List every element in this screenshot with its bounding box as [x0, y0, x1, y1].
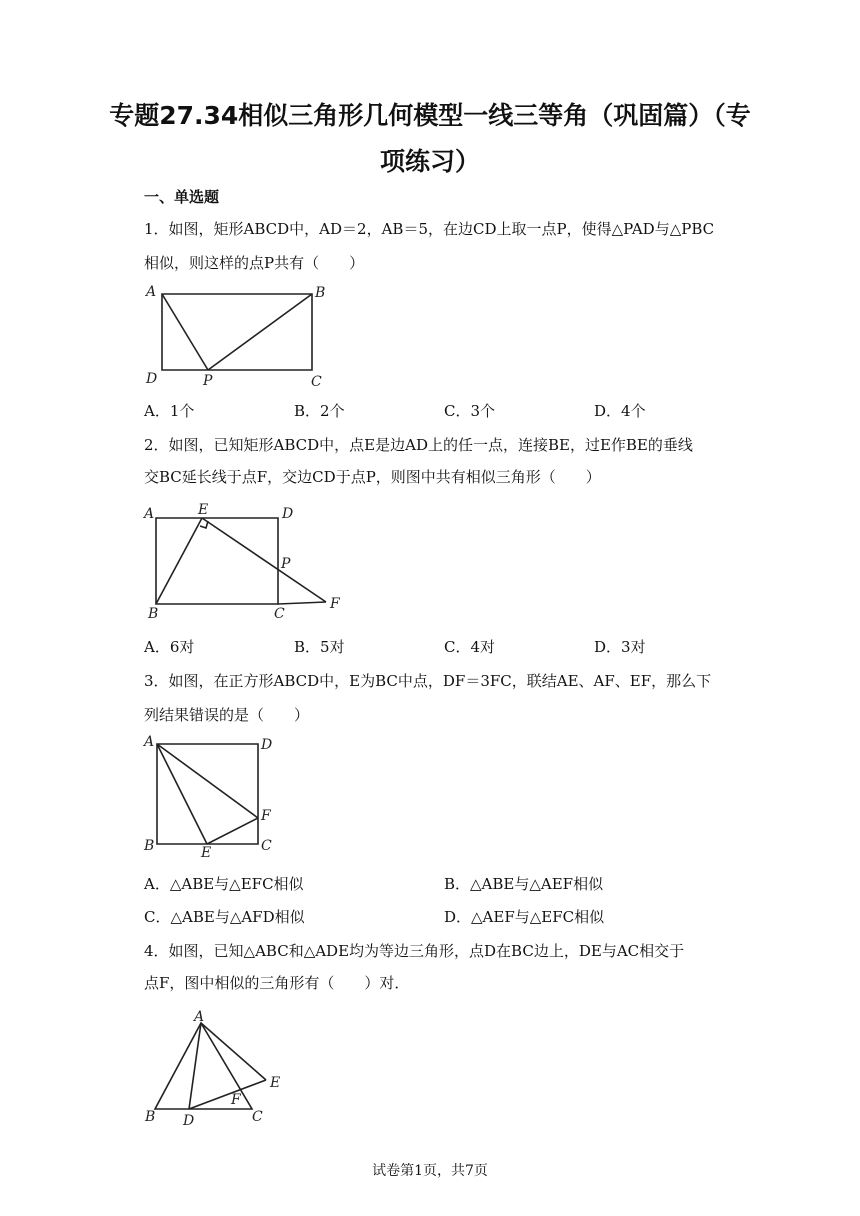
q3-option-a: A．△ABE与△EFC相似 — [144, 875, 304, 893]
q3-text-line-1: 3．如图，在正方形ABCD中，E为BC中点，DF＝3FC，联结AE、AF、EF，那么下 — [144, 672, 712, 690]
q2-label-c: C — [274, 606, 285, 622]
q1-option-a: A．1个 — [144, 402, 195, 420]
q4-text-line-2: 点F，图中相似的三角形有（ ）对． — [144, 974, 410, 992]
q2-option-b: B．5对 — [294, 638, 345, 656]
q4-label-a: A — [194, 1009, 205, 1025]
q3-figure — [140, 730, 290, 860]
q1-label-a: A — [146, 284, 157, 300]
page-footer: 试卷第1页，共7页 — [372, 1163, 488, 1179]
q3-label-c: C — [261, 838, 272, 854]
q1-text-line-2: 相似，则这样的点P共有（ ） — [144, 254, 365, 272]
q2-label-a: A — [144, 506, 155, 522]
q2-label-e: E — [198, 502, 209, 518]
q4-text-line-1: 4．如图，已知△ABC和△ADE均为等边三角形，点D在BC边上，DE与AC相交于 — [144, 942, 685, 960]
q3-label-a: A — [144, 734, 155, 750]
q2-label-b: B — [148, 606, 159, 622]
q1-label-d: D — [146, 371, 158, 387]
q2-label-f: F — [330, 596, 340, 612]
q4-label-d: D — [183, 1113, 195, 1129]
q2-text-line-1: 2．如图，已知矩形ABCD中，点E是边AD上的任一点，连接BE，过E作BE的垂线 — [144, 436, 693, 454]
q1-text-line-1: 1．如图，矩形ABCD中，AD＝2，AB＝5，在边CD上取一点P，使得△PAD与△PBC — [144, 220, 715, 238]
title-line-2: 项练习） — [379, 147, 480, 176]
q1-label-c: C — [311, 374, 322, 390]
q2-option-a: A．6对 — [144, 638, 195, 656]
q3-text-line-2: 列结果错误的是（ ） — [144, 706, 310, 724]
section-heading: 一、单选题 — [144, 188, 220, 206]
q2-option-d: D．3对 — [594, 638, 646, 656]
q1-option-c: C．3个 — [444, 402, 496, 420]
q2-option-c: C．4对 — [444, 638, 496, 656]
q4-label-c: C — [252, 1109, 263, 1125]
q2-label-p: P — [281, 556, 291, 572]
q3-label-d: D — [261, 737, 273, 753]
q3-label-e: E — [201, 845, 212, 861]
q2-text-line-2: 交BC延长线于点F，交边CD于点P，则图中共有相似三角形（ ） — [144, 468, 601, 486]
q1-label-b: B — [315, 285, 326, 301]
q4-label-f: F — [231, 1092, 241, 1108]
q1-label-p: P — [203, 373, 213, 389]
q1-option-b: B．2个 — [294, 402, 345, 420]
q4-figure — [140, 1005, 300, 1130]
q2-label-d: D — [282, 506, 294, 522]
q1-figure — [140, 280, 340, 390]
title-line-1: 专题27.34相似三角形几何模型一线三等角（巩固篇）（专 — [109, 101, 751, 130]
q4-label-e: E — [270, 1075, 281, 1091]
q3-label-b: B — [144, 838, 155, 854]
q3-option-b: B．△ABE与△AEF相似 — [444, 875, 604, 893]
q3-label-f: F — [261, 808, 271, 824]
q4-label-b: B — [145, 1109, 156, 1125]
q3-option-c: C．△ABE与△AFD相似 — [144, 908, 305, 926]
q3-option-d: D．△AEF与△EFC相似 — [444, 908, 605, 926]
q1-option-d: D．4个 — [594, 402, 646, 420]
q2-figure — [140, 502, 360, 622]
